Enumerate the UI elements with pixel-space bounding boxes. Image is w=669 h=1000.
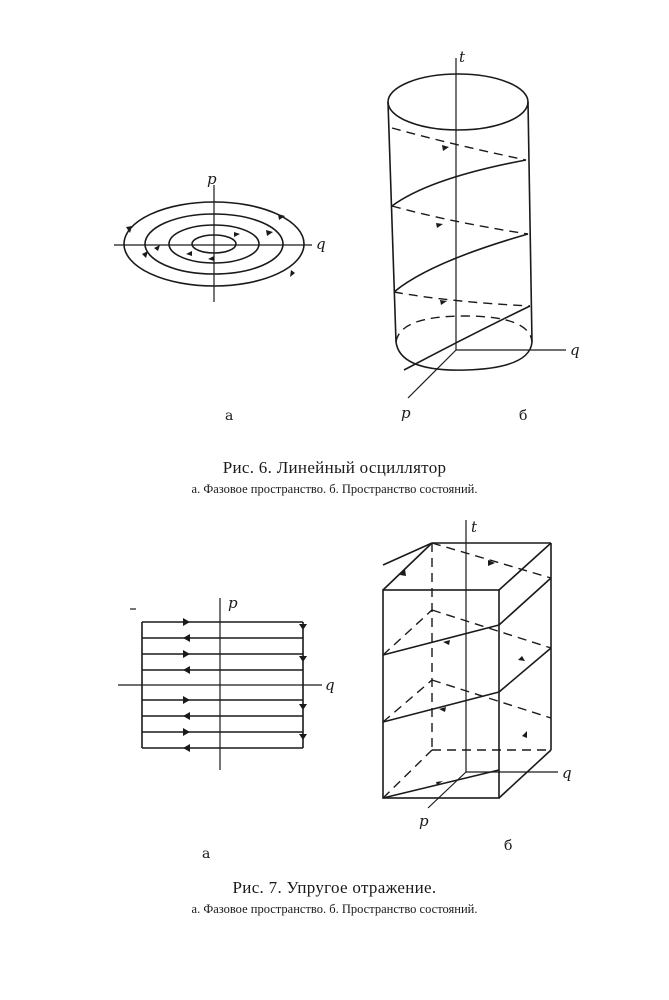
fig7a-q-label: q: [325, 676, 335, 694]
fig7b-trajectory-back: [432, 543, 551, 578]
fig6b-top-ellipse: [388, 74, 528, 130]
fig6b-helix-back: [394, 292, 530, 306]
fig7b-hidden-edge: [383, 750, 432, 798]
fig7b-arrow: [522, 731, 527, 738]
fig7a-arrow: [183, 634, 190, 642]
fig7a-arrow: [183, 696, 190, 704]
fig7b-trajectory-back: [432, 680, 551, 718]
fig6a-arrow: [186, 251, 192, 256]
fig6a-arrow: [290, 270, 295, 277]
fig6b-state-space-cylinder: [388, 48, 580, 424]
fig7-caption-title: Рис. 7. Упругое отражение.: [232, 878, 437, 897]
fig7a-arrow: [183, 744, 190, 752]
fig7a-p-label: p: [228, 594, 238, 612]
fig6b-t-label: t: [459, 48, 466, 66]
fig7b-sublabel: б: [504, 838, 513, 854]
fig7b-trajectory-side: [499, 578, 551, 625]
fig7b-trajectory-front: [383, 625, 499, 655]
fig6b-q-label: q: [570, 341, 580, 359]
fig7a-arrow: [299, 624, 307, 630]
fig7a-arrow: [299, 704, 307, 710]
fig7a-phase-portrait: [118, 594, 335, 862]
fig7b-arrow: [443, 640, 450, 645]
fig6a-arrow: [208, 256, 214, 261]
fig7a-arrow: [183, 728, 190, 736]
fig7b-top-edge: [499, 543, 551, 590]
fig6b-arrow: [440, 300, 447, 305]
fig6b-left-side: [388, 102, 396, 342]
fig6b-arrow: [436, 223, 443, 228]
fig6b-helix-front: [394, 234, 528, 292]
fig6a-phase-portrait: [114, 170, 326, 424]
fig6a-arrow: [266, 230, 273, 236]
fig6b-sublabel: б: [519, 408, 528, 424]
fig6b-p-axis: [408, 350, 456, 398]
fig6a-q-label: q: [316, 235, 326, 253]
fig7a-arrow: [299, 734, 307, 740]
fig7b-bottom-edge: [499, 750, 551, 798]
fig6a-arrow: [154, 245, 160, 251]
fig6a-arrow: [234, 232, 240, 237]
fig6b-p-label: p: [401, 404, 411, 422]
fig7b-trajectory-start: [383, 543, 432, 565]
fig7-caption-subtitle: а. Фазовое пространство. б. Пространство состояний.: [191, 902, 478, 916]
fig7b-p-axis: [428, 772, 466, 808]
fig6-caption-title: Рис. 6. Линейный осциллятор: [222, 458, 447, 477]
fig7b-trajectory-bottom: [383, 770, 499, 798]
fig7b-front-face: [383, 590, 499, 798]
fig6b-helix-front: [392, 160, 526, 206]
fig6-caption-subtitle: а. Фазовое пространство. б. Пространство состояний.: [191, 482, 478, 496]
fig6a-p-label: p: [207, 170, 217, 188]
fig7a-sublabel: а: [202, 846, 211, 862]
fig7b-t-label: t: [471, 518, 478, 536]
fig7a-arrow: [183, 650, 190, 658]
fig6b-arrow: [442, 145, 449, 151]
fig7a-arrow: [183, 666, 190, 674]
fig7b-trajectory-back: [432, 610, 551, 648]
fig6a-sublabel: а: [225, 408, 234, 424]
fig7b-trajectory-side: [499, 648, 551, 692]
fig7a-arrow: [183, 712, 190, 720]
fig6a-arrow: [142, 251, 148, 258]
fig7b-top-edge: [383, 543, 432, 590]
fig7b-q-label: q: [562, 764, 572, 782]
fig7a-arrow: [299, 656, 307, 662]
fig7a-arrow: [183, 618, 190, 626]
fig7b-p-label: p: [419, 812, 429, 830]
fig7b-state-space-box: [383, 518, 572, 854]
fig6b-bottom-front: [396, 342, 532, 370]
fig6b-helix-back: [392, 206, 528, 234]
fig7b-arrow: [518, 656, 525, 661]
fig6b-helix-back: [392, 128, 526, 160]
